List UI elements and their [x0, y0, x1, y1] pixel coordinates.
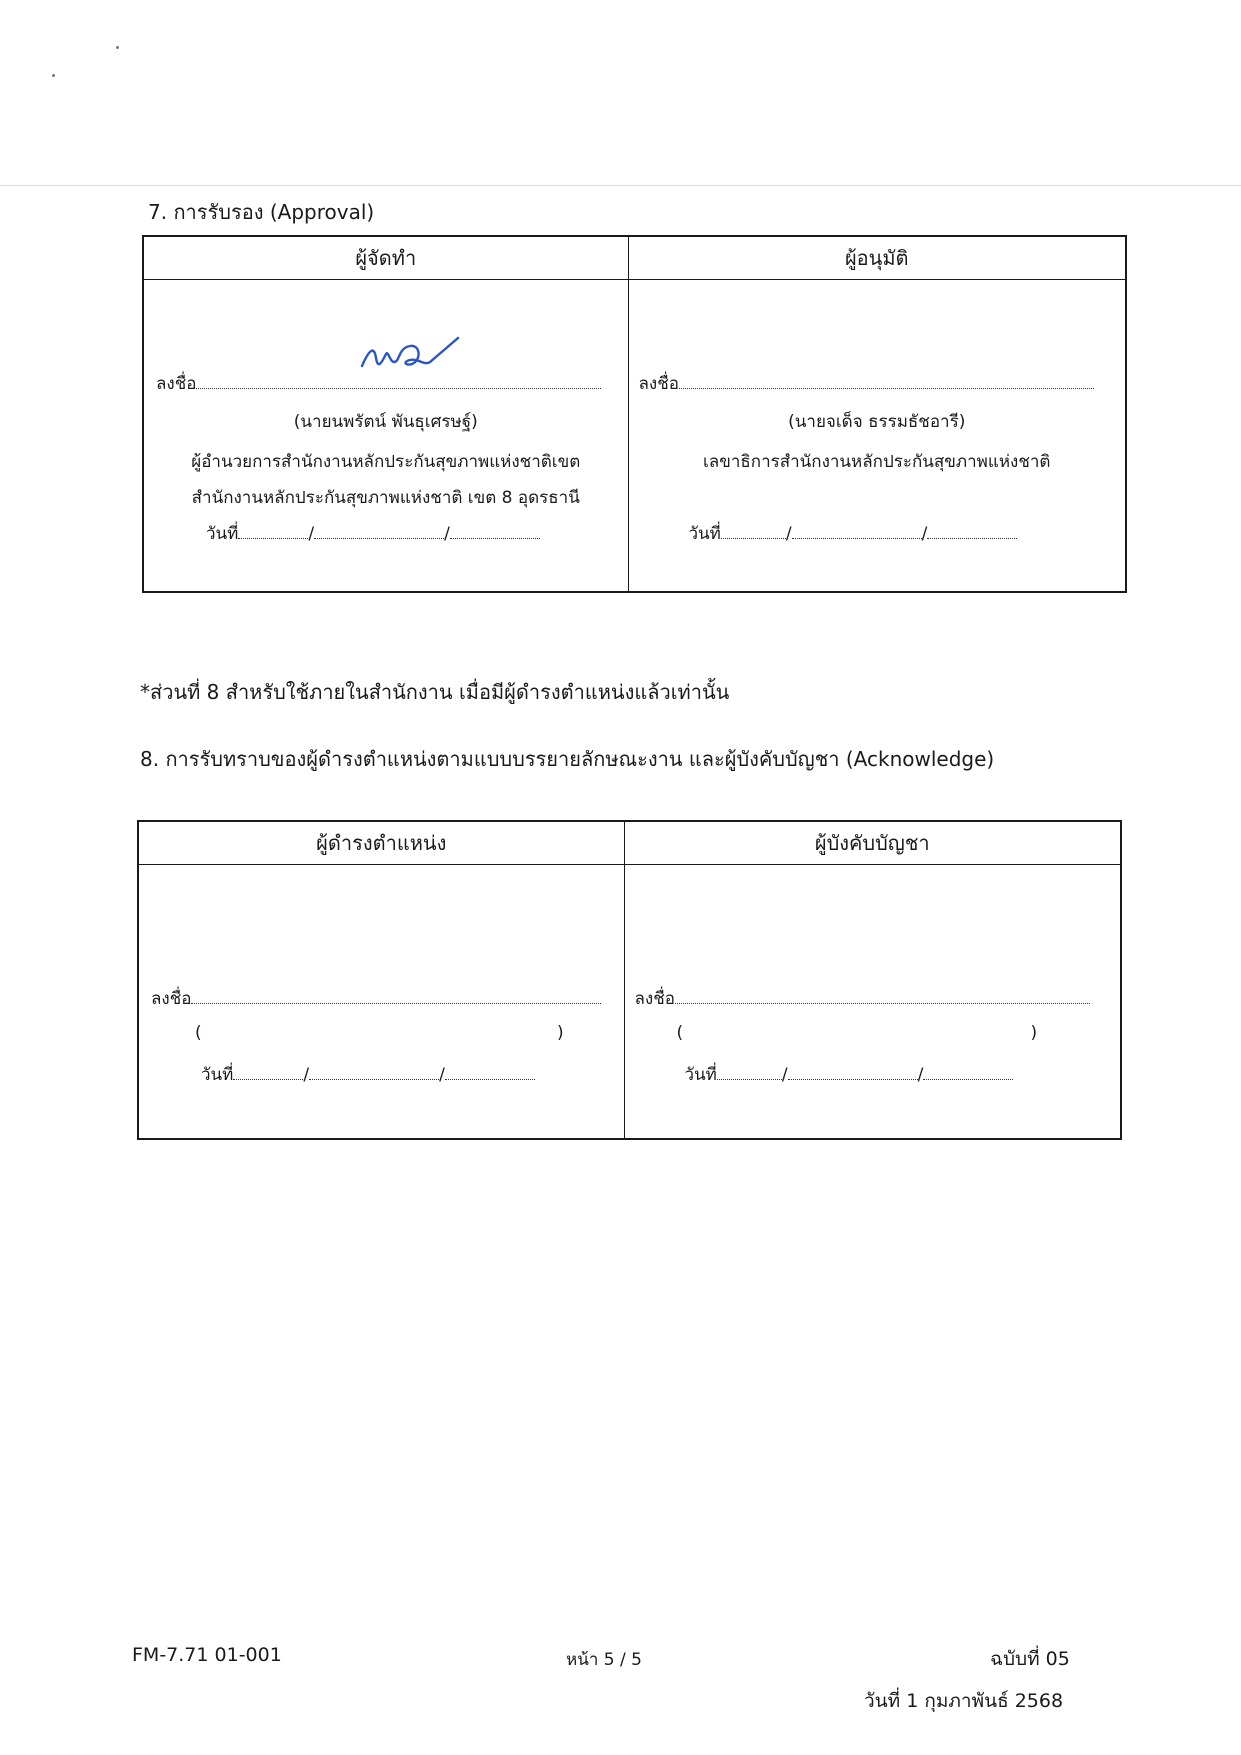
- supervisor-sign-line: [675, 989, 1090, 1004]
- date-slash: /: [439, 1065, 445, 1085]
- supervisor-date-day: [717, 1065, 782, 1080]
- supervisor-header: ผู้บังคับบัญชา: [624, 821, 1121, 865]
- date-slash: /: [785, 524, 792, 544]
- approver-date-year: [927, 524, 1017, 539]
- edition: ฉบับที่ 05: [990, 1648, 1070, 1670]
- preparer-date-month: [314, 524, 444, 539]
- approver-name: (นายจเด็จ ธรรมธัชอารี): [788, 412, 966, 432]
- preparer-position-2: สำนักงานหลักประกันสุขภาพแห่งชาติ เขต 8 อุดรธานี: [191, 488, 580, 508]
- section8-heading: 8. การรับทราบของผู้ดำรงตำแหน่งตามแบบบรรยายลักษณะงาน และผู้บังคับบัญชา (Acknowledge): [140, 747, 995, 771]
- supervisor-paren-close: ): [1030, 1023, 1038, 1043]
- supervisor-paren-open: (: [676, 1023, 684, 1043]
- preparer-sign-label: ลงชื่อ: [156, 374, 197, 394]
- top-divider: [0, 185, 1241, 186]
- preparer-date-year: [450, 524, 540, 539]
- section7-heading: 7. การรับรอง (Approval): [148, 200, 375, 224]
- holder-date-year: [445, 1065, 535, 1080]
- acknowledge-table: [137, 820, 1122, 1140]
- supervisor-date-month: [788, 1065, 918, 1080]
- scan-speck: [52, 74, 55, 77]
- preparer-header: ผู้จัดทำ: [143, 236, 628, 280]
- approver-date-month: [792, 524, 922, 539]
- holder-paren-close: ): [557, 1023, 564, 1043]
- holder-sign-label: ลงชื่อ: [151, 989, 192, 1009]
- preparer-date-label: วันที่: [206, 524, 239, 544]
- preparer-date-day: [238, 524, 308, 539]
- holder-sign-line: [191, 989, 601, 1004]
- page-number: หน้า 5 / 5: [566, 1650, 642, 1670]
- scan-speck: [116, 46, 119, 49]
- date-slash: /: [781, 1065, 788, 1085]
- holder-paren-open: (: [195, 1023, 202, 1043]
- date-slash: /: [917, 1065, 924, 1085]
- supervisor-date-year: [923, 1065, 1013, 1080]
- preparer-sign-line: [196, 374, 601, 389]
- date-slash: /: [444, 524, 450, 544]
- holder-date-label: วันที่: [201, 1065, 234, 1085]
- holder-date-day: [233, 1065, 303, 1080]
- supervisor-cell: [624, 865, 1121, 1139]
- preparer-position-1: ผู้อำนวยการสำนักงานหลักประกันสุขภาพแห่งชาติเขต: [191, 452, 581, 472]
- supervisor-date-label: วันที่: [684, 1065, 717, 1085]
- preparer-name: (นายนพรัตน์ พันธุเศรษฐ์): [293, 412, 478, 432]
- supervisor-sign-label: ลงชื่อ: [634, 989, 675, 1009]
- form-code: FM-7.71 01-001: [132, 1644, 282, 1666]
- approver-date-day: [721, 524, 786, 539]
- date-slash: /: [308, 524, 315, 544]
- date-slash: /: [921, 524, 928, 544]
- approver-cell: [628, 280, 1126, 592]
- approver-position-1: เลขาธิการสำนักงานหลักประกันสุขภาพแห่งชาติ: [703, 452, 1051, 472]
- holder-date-month: [309, 1065, 439, 1080]
- approval-table: [142, 235, 1127, 593]
- edition-date: วันที่ 1 กุมภาพันธ์ 2568: [864, 1690, 1064, 1712]
- section8-note: *ส่วนที่ 8 สำหรับใช้ภายในสำนักงาน เมื่อมีผู้ดำรงตำแหน่งแล้วเท่านั้น: [140, 680, 730, 704]
- approver-header: ผู้อนุมัติ: [628, 236, 1126, 280]
- holder-cell: [138, 865, 624, 1139]
- approver-date-label: วันที่: [688, 524, 721, 544]
- holder-header: ผู้ดำรงตำแหน่ง: [138, 821, 624, 865]
- preparer-cell: [143, 280, 628, 592]
- approver-sign-line: [679, 374, 1094, 389]
- approver-sign-label: ลงชื่อ: [638, 374, 679, 394]
- date-slash: /: [303, 1065, 310, 1085]
